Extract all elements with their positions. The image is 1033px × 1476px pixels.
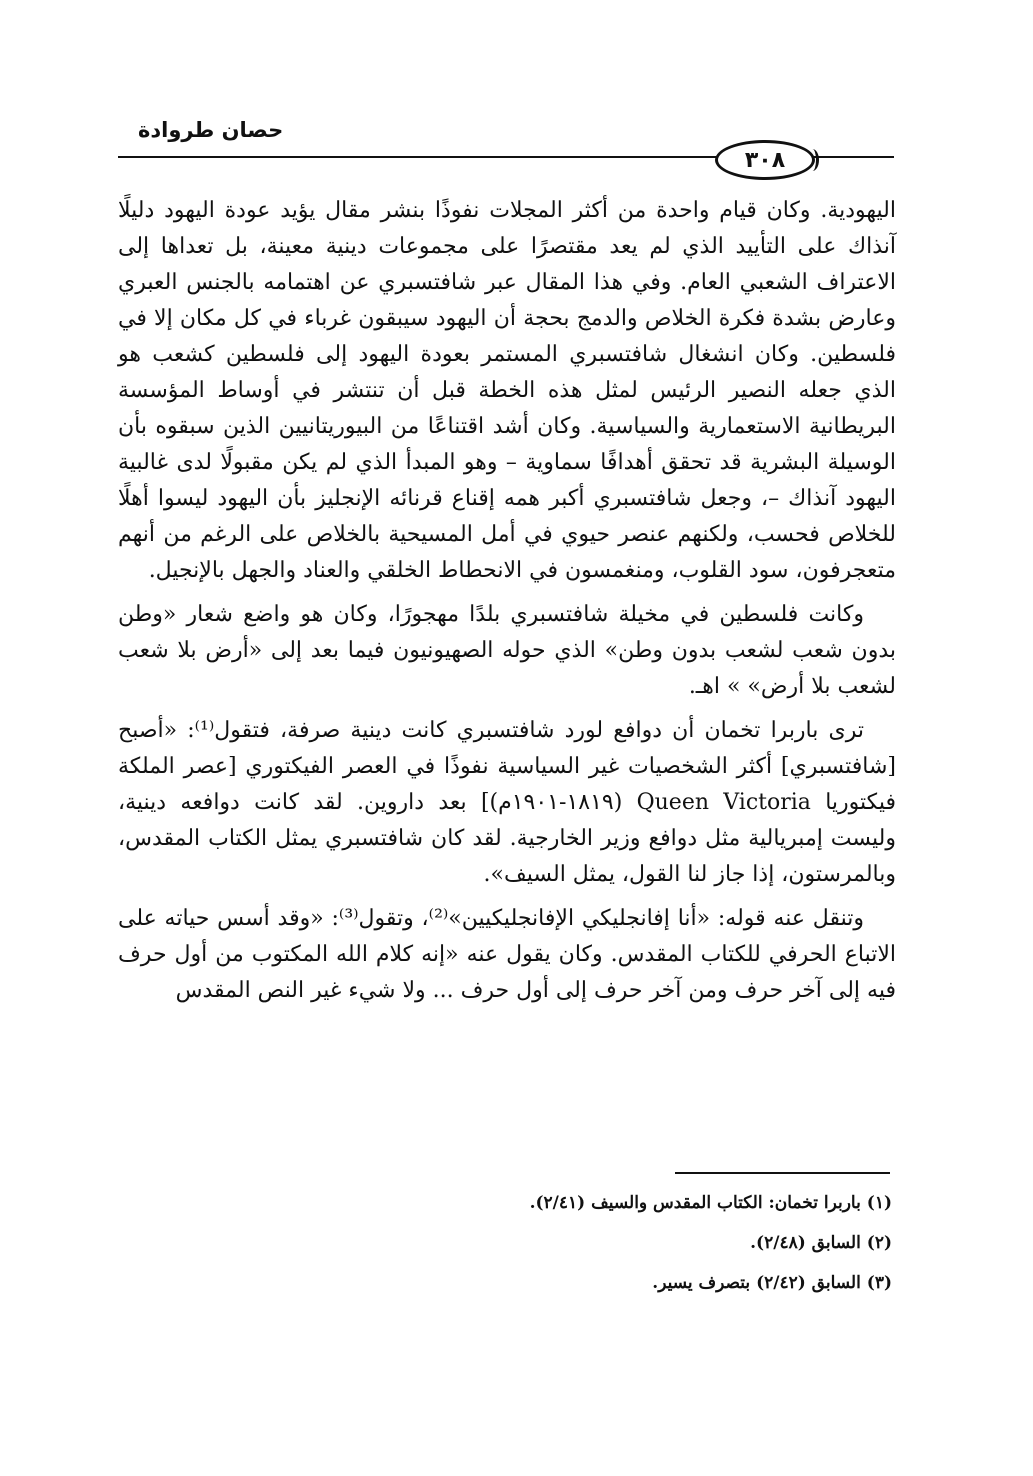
paragraph: وكانت فلسطين في مخيلة شافتسبري بلدًا مهجورًا، وكان هو واضع شعار «وطن بدون شعب لشعب بدون وطن» الذي حوله الصهيونيون فيما بعد إلى «أرض بلا شعب لشعب بلا أرض» » اهـ. [118,602,896,699]
paragraph: وتنقل عنه قوله: «أنا إفانجليكي الإفانجليكيين»⁽²⁾، وتقول⁽³⁾: «وقد أسس حياته على الاتباع الحرفي للكتاب المقدس. وكان يقول عنه «إنه كلام الله المكتوب من أول حرف فيه إلى آخر حرف ومن آخر حرف إلى أول حرف ... ولا شيء غير النص المقدس [118,906,896,1003]
page-number-badge: ٣٠٨ [715,140,815,180]
footnote: (٣) السابق (٢/٤٢) بتصرف يسير. [652,1273,892,1293]
footnote: (٢) السابق (٢/٤٨). [750,1233,892,1253]
footnotes [300,1190,892,1310]
footnote-separator [675,1172,890,1174]
footnote: (١) باربرا تخمان: الكتاب المقدس والسيف (٢/٤١). [529,1193,892,1213]
paragraph: اليهودية. وكان قيام واحدة من أكثر المجلات نفوذًا بنشر مقال يؤيد عودة اليهود دليلًا آنذاك على التأييد الذي لم يعد مقتصرًا على مجموعات دينية معينة، بل تعداها إلى الاعتراف الشعبي العام. وفي هذا المقال عبر شافتسبري عن اهتمامه بالجنس العبري وعارض بشدة فكرة الخلاص والدمج بحجة أن اليهود سيبقون غرباء في كل مكان إلا في فلسطين. وكان انشغال شافتسبري المستمر بعودة اليهود إلى فلسطين كشعب هو الذي جعله النصير الرئيس لمثل هذه الخطة قبل أن تنتشر في أوساط المؤسسة البريطانية الاستعمارية والسياسية. وكان أشد اقتناعًا من البيوريتانيين الذين سبقوه بأن الوسيلة البشرية قد تحقق أهدافًا سماوية – وهو المبدأ الذي لم يكن مقبولًا لدى غالبية اليهود آنذاك –، وجعل شافتسبري أكبر همه إقناع قرنائه الإنجليز بأن اليهود ليسوا أهلًا للخلاص فحسب، ولكنهم عنصر حيوي في أمل المسيحية بالخلاص على الرغم من أنهم متعجرفون، سود القلوب، ومنغمسون في الانحطاط الخلقي والعناد والجهل بالإنجيل. [118,198,896,583]
paragraph: ترى باربرا تخمان أن دوافع لورد شافتسبري كانت دينية صرفة، فتقول⁽¹⁾: «أصبح [شافتسبري] أكثر الشخصيات غير السياسية نفوذًا في العصر الفيكتوري [عصر الملكة فيكتوريا Queen Victoria (١٨١٩-١٩٠١م)] بعد داروين. لقد كانت دوافعه دينية، وليست إمبريالية مثل دوافع وزير الخارجية. لقد كان شافتسبري يمثل الكتاب المقدس، وبالمرستون، إذا جاز لنا القول، يمثل السيف». [118,718,896,887]
book-title: حصان طروادة [138,118,284,142]
main-text [118,193,896,1017]
